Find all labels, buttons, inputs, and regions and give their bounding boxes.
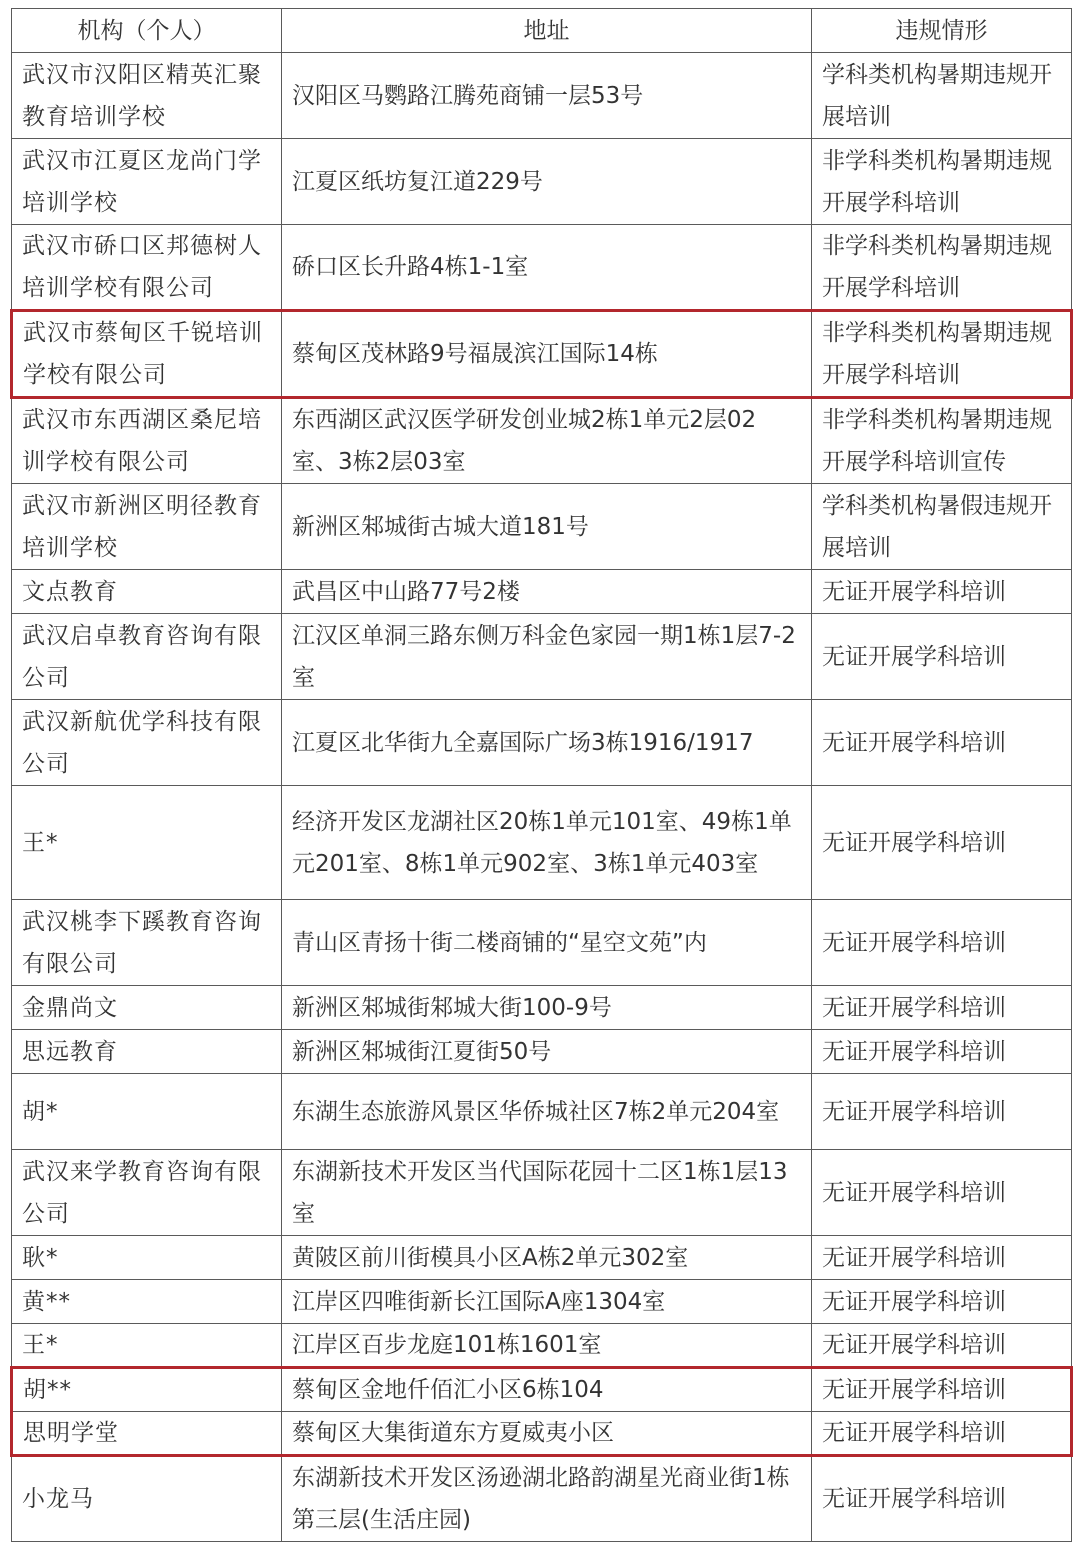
violation-cell: 无证开展学科培训 [812,1236,1072,1280]
violations-table [10,8,1073,1542]
address-cell: 经济开发区龙湖社区20栋1单元101室、49栋1单元201室、8栋1单元902室、3栋1单元403室 [282,786,812,900]
org-cell: 武汉市汉阳区精英汇聚教育培训学校 [12,53,282,139]
violation-cell: 非学科类机构暑期违规开展学科培训 [812,225,1072,311]
table-row [12,1030,1072,1074]
header-org: 机构（个人） [12,9,282,53]
address-cell: 新洲区邾城街古城大道181号 [282,484,812,570]
org-cell: 文点教育 [12,570,282,614]
table-row [12,1236,1072,1280]
table-row [12,225,1072,311]
violation-cell: 无证开展学科培训 [812,1456,1072,1542]
address-cell: 江岸区四唯街新长江国际A座1304室 [282,1280,812,1324]
header-violation: 违规情形 [812,9,1072,53]
violation-cell: 学科类机构暑假违规开展培训 [812,484,1072,570]
org-cell: 思明学堂 [12,1412,282,1456]
org-cell: 耿* [12,1236,282,1280]
address-cell: 蔡甸区大集街道东方夏威夷小区 [282,1412,812,1456]
table-header-row [12,9,1072,53]
table-row [12,1324,1072,1368]
address-cell: 蔡甸区金地仟佰汇小区6栋104 [282,1368,812,1412]
table-row [12,139,1072,225]
table-row-highlighted [12,1412,1072,1456]
address-cell: 东湖新技术开发区当代国际花园十二区1栋1层13室 [282,1150,812,1236]
org-cell: 王* [12,786,282,900]
org-cell: 武汉市新洲区明径教育培训学校 [12,484,282,570]
table-row-highlighted [12,1368,1072,1412]
address-cell: 新洲区邾城街江夏街50号 [282,1030,812,1074]
violation-cell: 无证开展学科培训 [812,1280,1072,1324]
violation-cell: 无证开展学科培训 [812,986,1072,1030]
org-cell: 武汉市硚口区邦德树人培训学校有限公司 [12,225,282,311]
violation-cell: 无证开展学科培训 [812,614,1072,700]
violation-cell: 无证开展学科培训 [812,1368,1072,1412]
address-cell: 东西湖区武汉医学研发创业城2栋1单元2层02室、3栋2层03室 [282,398,812,484]
org-cell: 武汉新航优学科技有限公司 [12,700,282,786]
violation-cell: 非学科类机构暑期违规开展学科培训 [812,139,1072,225]
address-cell: 东湖新技术开发区汤逊湖北路韵湖星光商业街1栋第三层(生活庄园) [282,1456,812,1542]
violation-cell: 无证开展学科培训 [812,1074,1072,1150]
org-cell: 小龙马 [12,1456,282,1542]
address-cell: 武昌区中山路77号2楼 [282,570,812,614]
violation-cell: 无证开展学科培训 [812,1324,1072,1368]
org-cell: 武汉市蔡甸区千锐培训学校有限公司 [12,311,282,398]
table-row [12,1074,1072,1150]
header-address: 地址 [282,9,812,53]
table-row [12,53,1072,139]
violations-table-container [10,8,1070,1542]
violation-cell: 非学科类机构暑期违规开展学科培训宣传 [812,398,1072,484]
violation-cell: 无证开展学科培训 [812,1030,1072,1074]
address-cell: 蔡甸区茂林路9号福晟滨江国际14栋 [282,311,812,398]
table-row [12,786,1072,900]
table-row-highlighted [12,311,1072,398]
table-row [12,484,1072,570]
address-cell: 江夏区北华街九全嘉国际广场3栋1916/1917 [282,700,812,786]
org-cell: 黄** [12,1280,282,1324]
table-body [12,53,1072,1542]
table-row [12,570,1072,614]
org-cell: 武汉桃李下蹊教育咨询有限公司 [12,900,282,986]
table-row [12,1150,1072,1236]
violation-cell: 无证开展学科培训 [812,570,1072,614]
org-cell: 武汉启卓教育咨询有限公司 [12,614,282,700]
violation-cell: 无证开展学科培训 [812,1412,1072,1456]
address-cell: 江夏区纸坊复江道229号 [282,139,812,225]
org-cell: 胡* [12,1074,282,1150]
table-row [12,700,1072,786]
table-row [12,614,1072,700]
table-row [12,1456,1072,1542]
address-cell: 汉阳区马鹦路江腾苑商铺一层53号 [282,53,812,139]
violation-cell: 学科类机构暑期违规开展培训 [812,53,1072,139]
address-cell: 东湖生态旅游风景区华侨城社区7栋2单元204室 [282,1074,812,1150]
address-cell: 青山区青扬十街二楼商铺的“星空文苑”内 [282,900,812,986]
violation-cell: 无证开展学科培训 [812,700,1072,786]
violation-cell: 非学科类机构暑期违规开展学科培训 [812,311,1072,398]
address-cell: 江汉区单洞三路东侧万科金色家园一期1栋1层7-2室 [282,614,812,700]
org-cell: 武汉市江夏区龙尚门学培训学校 [12,139,282,225]
org-cell: 武汉市东西湖区桑尼培训学校有限公司 [12,398,282,484]
org-cell: 胡** [12,1368,282,1412]
violation-cell: 无证开展学科培训 [812,900,1072,986]
violation-cell: 无证开展学科培训 [812,786,1072,900]
table-row [12,900,1072,986]
address-cell: 硚口区长升路4栋1-1室 [282,225,812,311]
table-row [12,398,1072,484]
org-cell: 金鼎尚文 [12,986,282,1030]
table-row [12,986,1072,1030]
address-cell: 新洲区邾城街邾城大街100-9号 [282,986,812,1030]
org-cell: 思远教育 [12,1030,282,1074]
address-cell: 江岸区百步龙庭101栋1601室 [282,1324,812,1368]
violation-cell: 无证开展学科培训 [812,1150,1072,1236]
org-cell: 武汉来学教育咨询有限公司 [12,1150,282,1236]
table-row [12,1280,1072,1324]
address-cell: 黄陂区前川街模具小区A栋2单元302室 [282,1236,812,1280]
org-cell: 王* [12,1324,282,1368]
